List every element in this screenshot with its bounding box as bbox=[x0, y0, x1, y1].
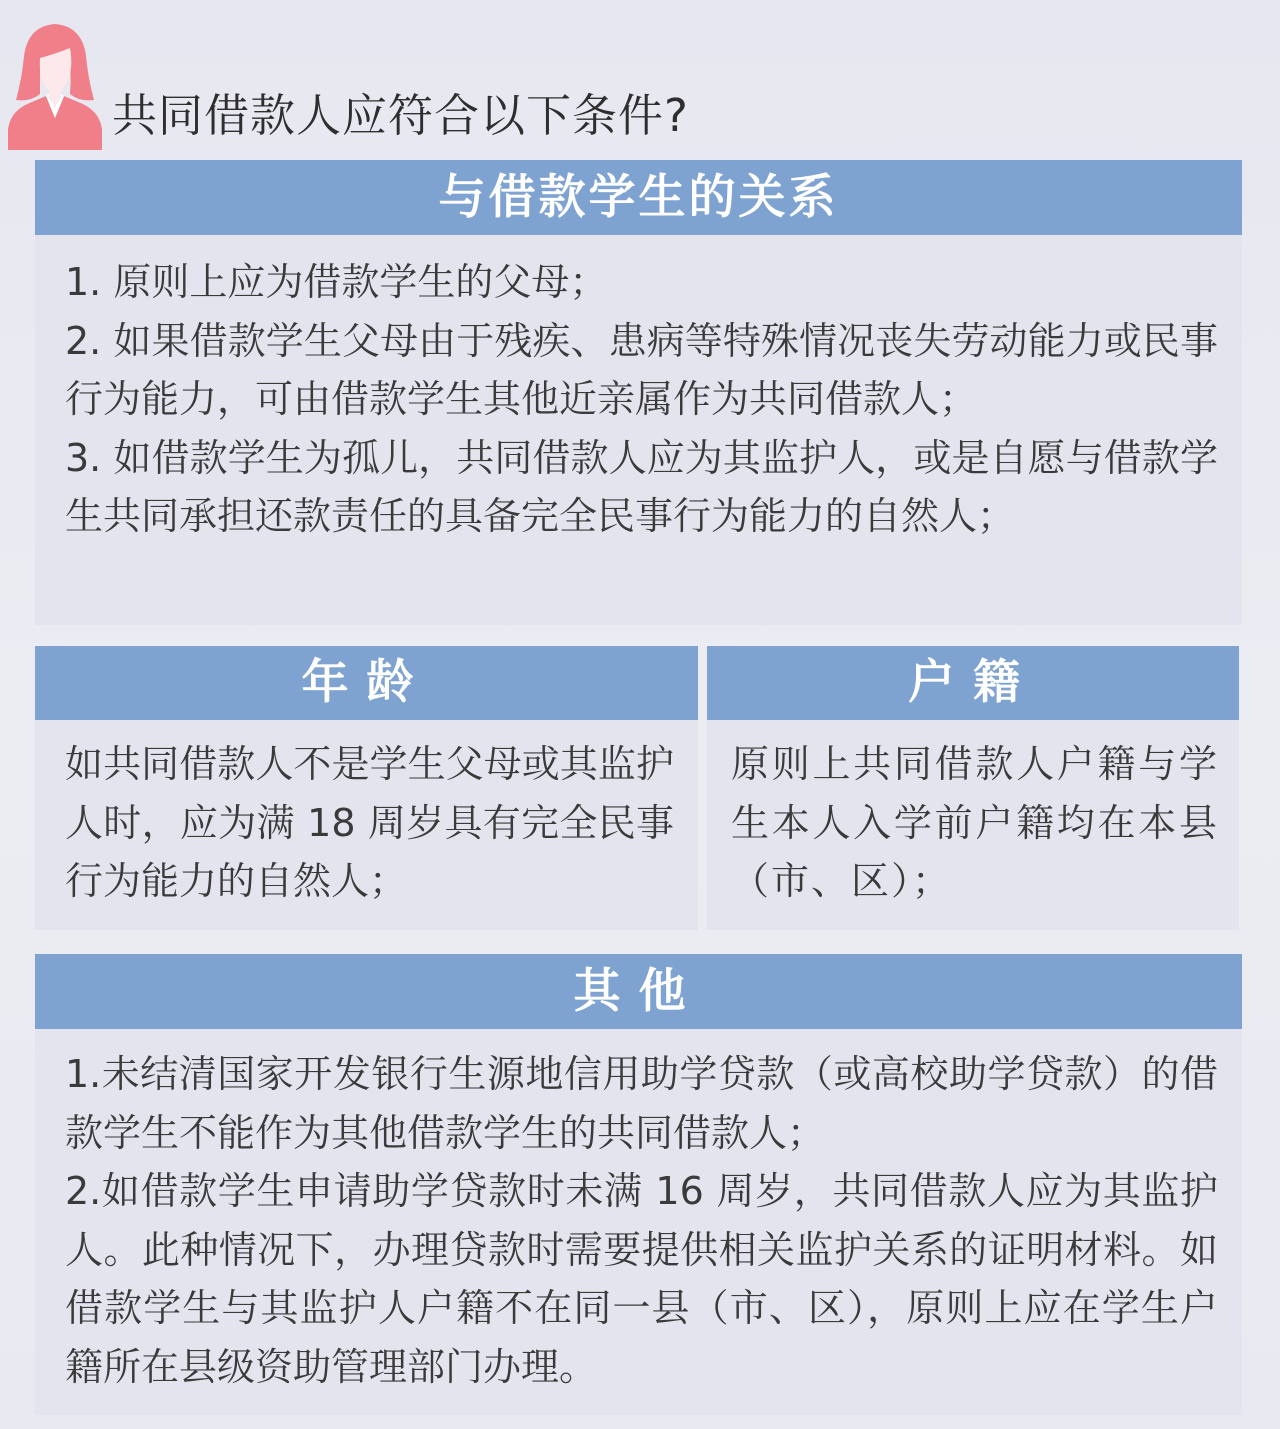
page-header bbox=[0, 0, 1280, 150]
list-item: 2.如借款学生申请助学贷款时未满 16 周岁，共同借款人应为其监护人。此种情况下，办理贷款时需要提供相关监护关系的证明材料。如借款学生与其监护人户籍不在同一县（市、区），原则上应在学生户籍所在县级资助管理部门办理。 bbox=[65, 1169, 1218, 1389]
age-text: 如共同借款人不是学生父母或其监护人时，应为满 18 周岁具有完全民事行为能力的自然人； bbox=[65, 742, 674, 903]
other-heading: 其他 bbox=[35, 954, 1242, 1029]
age-heading: 年龄 bbox=[35, 646, 698, 720]
list-item: 1. 原则上应为借款学生的父母； bbox=[65, 260, 608, 304]
female-avatar-icon bbox=[6, 22, 104, 150]
relationship-content bbox=[35, 235, 1242, 625]
relationship-heading: 与借款学生的关系 bbox=[35, 160, 1242, 235]
hukou-heading: 户籍 bbox=[707, 646, 1239, 720]
age-content bbox=[35, 720, 698, 930]
list-item: 3. 如借款学生为孤儿，共同借款人应为其监护人，或是自愿与借款学生共同承担还款责任的具备完全民事行为能力的自然人； bbox=[65, 435, 1218, 538]
list-item: 1.未结清国家开发银行生源地信用助学贷款（或高校助学贷款）的借款学生不能作为其他借款学生的共同借款人； bbox=[65, 1052, 1218, 1155]
page-title: 共同借款人应符合以下条件? bbox=[112, 89, 689, 142]
hukou-text: 原则上共同借款人户籍与学生本人入学前户籍均在本县（市、区）； bbox=[731, 742, 1219, 903]
other-content bbox=[35, 1029, 1242, 1415]
hukou-content bbox=[707, 720, 1239, 930]
list-item: 2. 如果借款学生父母由于残疾、患病等特殊情况丧失劳动能力或民事行为能力，可由借款学生其他近亲属作为共同借款人； bbox=[65, 318, 1218, 421]
